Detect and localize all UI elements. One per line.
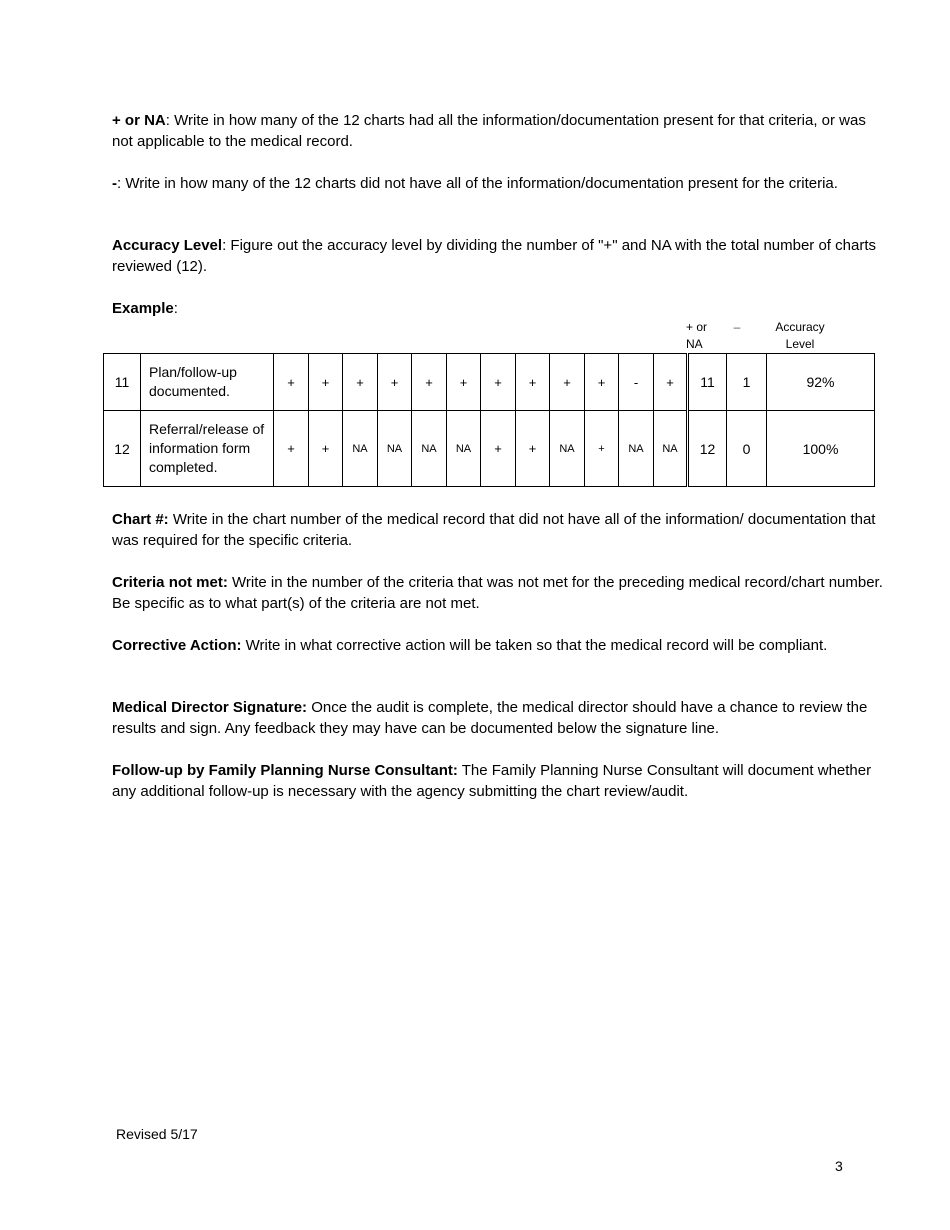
example-label: Example <box>112 300 174 317</box>
header-accuracy-line2: Level <box>785 337 815 351</box>
corrective-action-instruction <box>112 635 887 656</box>
chart-mark-cell: + <box>343 354 378 411</box>
corrective-action-text: Write in what corrective action will be taken so that the medical record will be compliant. <box>241 637 828 654</box>
chart-number-label: Chart #: <box>112 511 169 528</box>
criteria-not-met-text: Write in the number of the criteria that was not met for the preceding medical record/chart number. Be specific as to what part(s) of the criteria are not met. <box>112 574 883 612</box>
row-number: 11 <box>104 354 141 411</box>
header-accuracy-line1: Accuracy <box>775 320 825 334</box>
accuracy-instruction <box>112 235 887 277</box>
chart-mark-cell: + <box>585 354 619 411</box>
header-plus-na-line2: NA <box>686 337 703 351</box>
example-heading <box>112 298 887 319</box>
chart-mark-cell: + <box>447 354 481 411</box>
minus-label: - <box>112 175 117 192</box>
accuracy-text: : Figure out the accuracy level by dividing the number of "+" and NA with the total number of charts reviewed (12). <box>112 237 876 275</box>
followup-instruction <box>112 760 887 802</box>
chart-mark-cell: NA <box>447 411 481 487</box>
signature-instruction <box>112 697 887 739</box>
table-row <box>104 354 875 411</box>
minus-total: 1 <box>727 354 767 411</box>
chart-mark-cell: + <box>516 354 550 411</box>
chart-mark-cell: + <box>550 354 585 411</box>
header-accuracy-level <box>764 319 836 353</box>
chart-mark-cell: + <box>274 411 309 487</box>
chart-mark-cell: + <box>309 411 343 487</box>
chart-mark-cell: NA <box>343 411 378 487</box>
row-number: 12 <box>104 411 141 487</box>
chart-mark-cell: + <box>516 411 550 487</box>
followup-text: The Family Planning Nurse Consultant will document whether any additional follow-up is necessary with the agency submitting the chart review/audit. <box>112 762 872 800</box>
header-minus: – <box>733 320 741 334</box>
chart-mark-cell: + <box>378 354 412 411</box>
accuracy-level-value: 100% <box>767 411 875 487</box>
criteria-not-met-instruction <box>112 572 887 614</box>
plus-na-label: + or NA <box>112 112 166 129</box>
signature-label: Medical Director Signature: <box>112 699 308 716</box>
corrective-action-label: Corrective Action: <box>112 637 242 654</box>
criteria-cell: Referral/release of information form completed. <box>141 411 274 487</box>
chart-mark-cell: + <box>481 354 516 411</box>
chart-number-instruction <box>112 509 887 551</box>
table-row <box>104 411 875 487</box>
minus-total: 0 <box>727 411 767 487</box>
chart-mark-cell: + <box>585 411 619 487</box>
header-plus-na-line1: + or <box>686 320 708 334</box>
signature-text: Once the audit is complete, the medical director should have a chance to review the results and sign. Any feedback they may have can be documented below the signature line. <box>112 699 868 737</box>
chart-mark-cell: - <box>619 354 654 411</box>
chart-mark-cell: + <box>309 354 343 411</box>
chart-number-text: Write in the chart number of the medical record that did not have all of the information/ documentation that was required for the specific criteria. <box>112 511 876 549</box>
chart-mark-cell: + <box>481 411 516 487</box>
chart-mark-cell: + <box>412 354 447 411</box>
chart-mark-cell: NA <box>378 411 412 487</box>
followup-label: Follow-up by Family Planning Nurse Consultant: <box>112 762 458 779</box>
minus-text: : Write in how many of the 12 charts did not have all of the information/documentation present for the criteria. <box>117 175 838 192</box>
page-number: 3 <box>835 1158 843 1174</box>
plus-na-total: 11 <box>688 354 727 411</box>
accuracy-label: Accuracy Level <box>112 237 223 254</box>
plus-na-instruction <box>112 110 887 152</box>
criteria-cell: Plan/follow-up documented. <box>141 354 274 411</box>
example-table <box>103 353 875 487</box>
chart-mark-cell: + <box>654 354 688 411</box>
chart-mark-cell: NA <box>550 411 585 487</box>
chart-mark-cell: NA <box>412 411 447 487</box>
chart-mark-cell: NA <box>619 411 654 487</box>
chart-mark-cell: + <box>274 354 309 411</box>
criteria-not-met-label: Criteria not met: <box>112 574 228 591</box>
plus-na-text: : Write in how many of the 12 charts had all the information/documentation present for that criteria, or was not applicable to the medical record. <box>112 112 866 150</box>
chart-mark-cell: NA <box>654 411 688 487</box>
minus-instruction <box>112 173 887 194</box>
plus-na-total: 12 <box>688 411 727 487</box>
example-colon: : <box>173 300 178 317</box>
accuracy-level-value: 92% <box>767 354 875 411</box>
header-plus-na <box>686 319 716 353</box>
revision-note: Revised 5/17 <box>116 1126 198 1142</box>
